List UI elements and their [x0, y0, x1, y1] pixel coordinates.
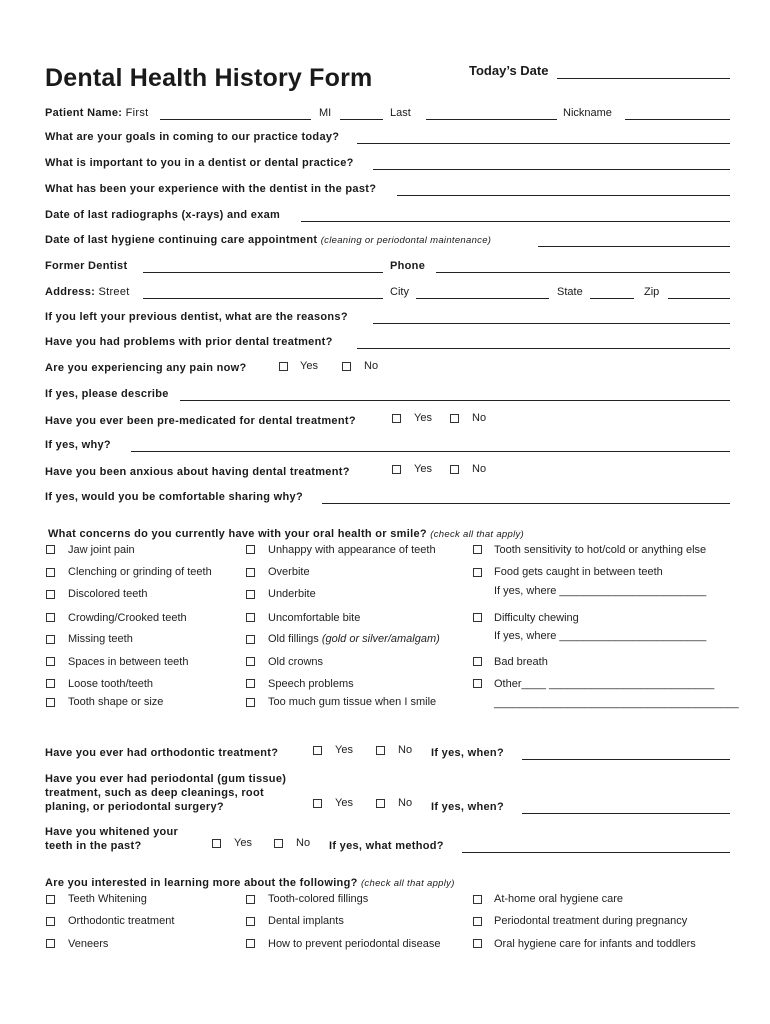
concern-checkbox[interactable]	[46, 698, 55, 707]
concern-label: Crowding/Crooked teeth	[68, 612, 187, 624]
other-concern-line[interactable]: ________________________________________	[494, 697, 739, 709]
interest-label: Oral hygiene care for infants and toddlers	[494, 938, 696, 950]
perio-no-label: No	[398, 797, 413, 809]
concern-checkbox[interactable]	[246, 635, 255, 644]
city-label: City	[390, 286, 409, 298]
premedicated-question: Have you ever been pre-medicated for dental treatment?	[45, 415, 356, 427]
interest-label: Orthodontic treatment	[68, 915, 175, 927]
concern-checkbox[interactable]	[46, 635, 55, 644]
sharing-field[interactable]	[322, 503, 730, 504]
concern-checkbox[interactable]	[46, 545, 55, 554]
interest-label: At-home oral hygiene care	[494, 893, 624, 905]
sharing-question: If yes, would you be comfortable sharing why?	[45, 491, 303, 503]
concern-label: Missing teeth	[68, 633, 133, 645]
interest-checkbox[interactable]	[246, 895, 255, 904]
why-field[interactable]	[131, 451, 730, 452]
concern-checkbox[interactable]	[473, 545, 482, 554]
mi-field[interactable]	[340, 119, 383, 120]
concern-label: Spaces in between teeth	[68, 656, 189, 668]
street-field[interactable]	[143, 298, 383, 299]
first-name-field[interactable]	[160, 119, 311, 120]
ortho-question: Have you ever had orthodontic treatment?	[45, 747, 279, 759]
interest-checkbox[interactable]	[46, 939, 55, 948]
concern-label: Tooth shape or size	[68, 696, 164, 708]
state-field[interactable]	[590, 298, 634, 299]
concern-checkbox[interactable]	[473, 679, 482, 688]
hygiene-question: Date of last hygiene continuing care appointment (cleaning or periodontal maintenance)	[45, 234, 492, 246]
whiten-question: Have you whitened your teeth in the past?	[45, 826, 179, 852]
concern-label: Tooth sensitivity to hot/cold or anything else	[494, 544, 707, 556]
experience-field[interactable]	[397, 195, 730, 196]
mi-label: MI	[319, 107, 332, 119]
interest-checkbox[interactable]	[473, 917, 482, 926]
interest-label: Dental implants	[268, 915, 344, 927]
goals-field[interactable]	[357, 143, 730, 144]
concern-checkbox[interactable]	[246, 590, 255, 599]
whiten-method-field[interactable]	[462, 852, 730, 853]
whiten-method-label: If yes, what method?	[329, 840, 444, 852]
whiten-no-label: No	[296, 837, 311, 849]
nickname-field[interactable]	[625, 119, 730, 120]
ortho-yes-label: Yes	[335, 744, 353, 756]
sensitivity-where-field[interactable]: If yes, where ________________________	[494, 585, 707, 597]
former-dentist-field[interactable]	[143, 272, 383, 273]
concern-checkbox[interactable]	[46, 590, 55, 599]
former-dentist-label: Former Dentist	[45, 260, 128, 272]
chewing-where-field[interactable]: If yes, where ________________________	[494, 630, 707, 642]
concern-label: Too much gum tissue when I smile	[268, 696, 437, 708]
concern-checkbox[interactable]	[46, 679, 55, 688]
interest-checkbox[interactable]	[246, 917, 255, 926]
interest-label: Teeth Whitening	[68, 893, 147, 905]
concern-label: Uncomfortable bite	[268, 612, 361, 624]
left-reasons-question: If you left your previous dentist, what are the reasons?	[45, 311, 348, 323]
concern-label: Difficulty chewing	[494, 612, 579, 624]
pain-no-checkbox[interactable]	[342, 362, 351, 371]
perio-when-label: If yes, when?	[431, 801, 504, 813]
concern-label: Overbite	[268, 566, 310, 578]
pain-yes-checkbox[interactable]	[279, 362, 288, 371]
concern-label: Food gets caught in between teeth	[494, 566, 663, 578]
concern-checkbox[interactable]	[246, 545, 255, 554]
interest-checkbox[interactable]	[246, 939, 255, 948]
pain-describe-field[interactable]	[180, 400, 730, 401]
concern-checkbox[interactable]	[473, 657, 482, 666]
perio-no-checkbox[interactable]	[376, 799, 385, 808]
concern-label: Old fillings (gold or silver/amalgam)	[268, 633, 440, 645]
perio-when-field[interactable]	[522, 813, 730, 814]
last-name-field[interactable]	[426, 119, 557, 120]
ortho-no-label: No	[398, 744, 413, 756]
concern-label: Underbite	[268, 588, 316, 600]
why-label: If yes, why?	[45, 439, 111, 451]
problems-field[interactable]	[357, 348, 730, 349]
ortho-when-label: If yes, when?	[431, 747, 504, 759]
pain-yes-label: Yes	[300, 360, 318, 372]
ortho-no-checkbox[interactable]	[376, 746, 385, 755]
important-question: What is important to you in a dentist or dental practice?	[45, 157, 354, 169]
concern-checkbox[interactable]	[246, 698, 255, 707]
todays-date-label: Today’s Date	[469, 63, 549, 78]
anxious-yes-label: Yes	[414, 463, 432, 475]
state-label: State	[557, 286, 583, 298]
concern-checkbox[interactable]	[246, 613, 255, 622]
concern-checkbox[interactable]	[246, 657, 255, 666]
left-reasons-field[interactable]	[373, 323, 730, 324]
pain-no-label: No	[364, 360, 379, 372]
last-name-label: Last	[390, 107, 411, 119]
concern-checkbox[interactable]	[246, 568, 255, 577]
premed-yes-label: Yes	[414, 412, 432, 424]
whiten-yes-label: Yes	[234, 837, 252, 849]
anxious-no-label: No	[472, 463, 487, 475]
perio-yes-label: Yes	[335, 797, 353, 809]
concern-checkbox[interactable]	[246, 679, 255, 688]
goals-question: What are your goals in coming to our practice today?	[45, 131, 340, 143]
nickname-label: Nickname	[563, 107, 612, 119]
interest-label: Tooth-colored fillings	[268, 893, 369, 905]
interest-label: Veneers	[68, 938, 109, 950]
interest-label: Periodontal treatment during pregnancy	[494, 915, 688, 927]
form-title: Dental Health History Form	[45, 64, 373, 92]
concern-label: Unhappy with appearance of teeth	[268, 544, 436, 556]
concern-checkbox[interactable]	[46, 657, 55, 666]
anxious-question: Have you been anxious about having dental treatment?	[45, 466, 350, 478]
zip-label: Zip	[644, 286, 660, 298]
concern-checkbox[interactable]	[46, 568, 55, 577]
pain-question: Are you experiencing any pain now?	[45, 362, 247, 374]
interest-checkbox[interactable]	[46, 895, 55, 904]
patient-name-label: Patient Name: First	[45, 107, 149, 119]
interest-label: How to prevent periodontal disease	[268, 938, 441, 950]
concern-label: Clenching or grinding of teeth	[68, 566, 212, 578]
whiten-yes-checkbox[interactable]	[212, 839, 221, 848]
concern-checkbox[interactable]	[46, 613, 55, 622]
concern-label: Discolored teeth	[68, 588, 148, 600]
radiographs-field[interactable]	[301, 221, 730, 222]
premed-no-checkbox[interactable]	[450, 414, 459, 423]
todays-date-field[interactable]	[557, 78, 730, 79]
concern-checkbox[interactable]	[473, 613, 482, 622]
whiten-no-checkbox[interactable]	[274, 839, 283, 848]
phone-field[interactable]	[436, 272, 730, 273]
city-field[interactable]	[416, 298, 549, 299]
hygiene-field[interactable]	[538, 246, 730, 247]
phone-label: Phone	[390, 260, 426, 272]
concern-label: Bad breath	[494, 656, 548, 668]
interest-checkbox[interactable]	[473, 895, 482, 904]
premed-no-label: No	[472, 412, 487, 424]
interest-question: Are you interested in learning more about the following? (check all that apply)	[45, 877, 455, 889]
concern-label: Jaw joint pain	[68, 544, 135, 556]
radiographs-question: Date of last radiographs (x-rays) and exam	[45, 209, 281, 221]
concerns-question: What concerns do you currently have with your oral health or smile? (check all that apply)	[48, 528, 524, 540]
other-concern-field[interactable]: Other____ ___________________________	[494, 678, 715, 690]
concern-label: Loose tooth/teeth	[68, 678, 154, 690]
pain-describe-label: If yes, please describe	[45, 388, 169, 400]
zip-field[interactable]	[668, 298, 730, 299]
experience-question: What has been your experience with the dentist in the past?	[45, 183, 377, 195]
important-field[interactable]	[373, 169, 730, 170]
concern-checkbox[interactable]	[473, 568, 482, 577]
perio-question: Have you ever had periodontal (gum tissue) treatment, such as deep cleanings, root planing, or periodontal surgery?	[45, 773, 287, 813]
concern-label: Old crowns	[268, 656, 324, 668]
anxious-yes-checkbox[interactable]	[392, 465, 401, 474]
anxious-no-checkbox[interactable]	[450, 465, 459, 474]
ortho-yes-checkbox[interactable]	[313, 746, 322, 755]
interest-checkbox[interactable]	[473, 939, 482, 948]
interest-checkbox[interactable]	[46, 917, 55, 926]
ortho-when-field[interactable]	[522, 759, 730, 760]
address-label: Address: Street	[45, 286, 130, 298]
problems-question: Have you had problems with prior dental treatment?	[45, 336, 333, 348]
concern-label: Speech problems	[268, 678, 354, 690]
premed-yes-checkbox[interactable]	[392, 414, 401, 423]
perio-yes-checkbox[interactable]	[313, 799, 322, 808]
